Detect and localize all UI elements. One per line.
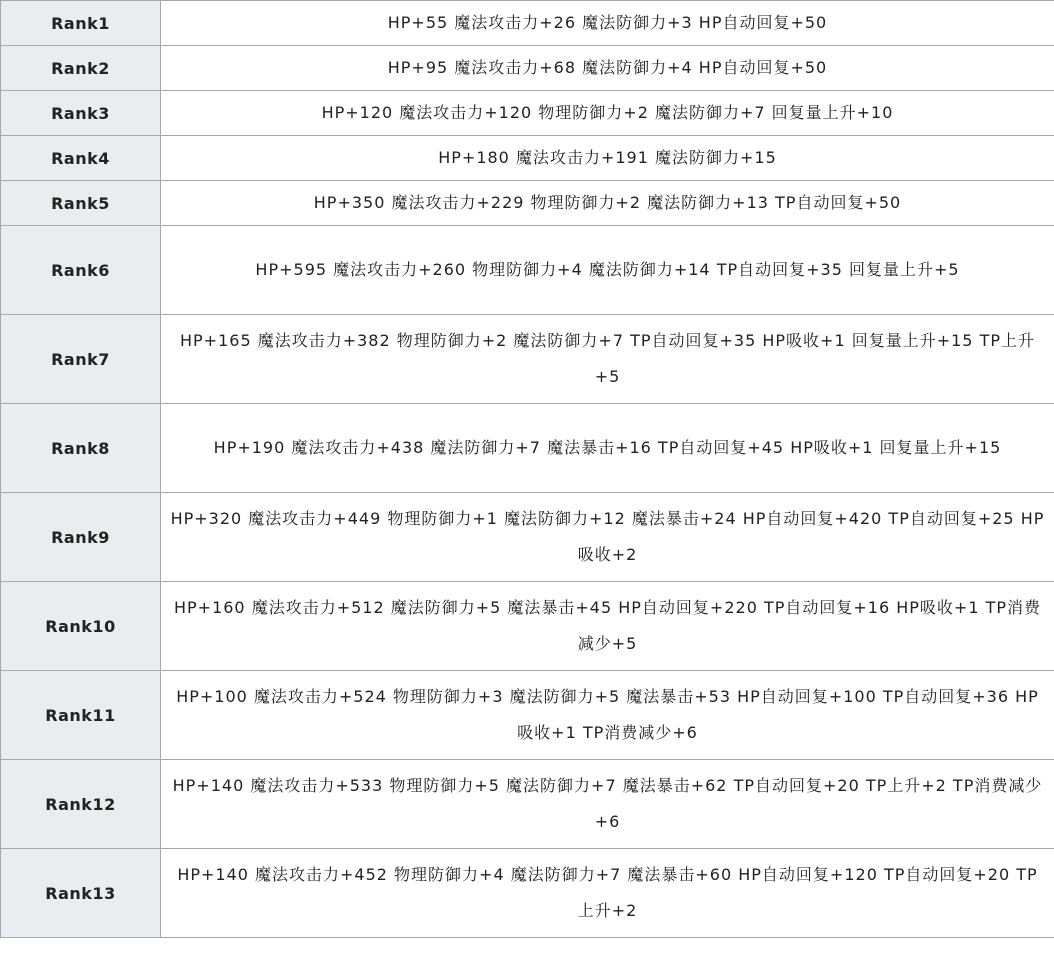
table-row [1,91,1054,136]
rank-bonus: HP+190 魔法攻击力+438 魔法防御力+7 魔法暴击+16 TP自动回复+45 HP吸收+1 回复量上升+15 [161,404,1054,493]
rank-bonus: HP+180 魔法攻击力+191 魔法防御力+15 [161,136,1054,181]
rank-bonus: HP+595 魔法攻击力+260 物理防御力+4 魔法防御力+14 TP自动回复+35 回复量上升+5 [161,226,1054,315]
table-row [1,226,1054,315]
table-row [1,582,1054,671]
table-row [1,760,1054,849]
table-row [1,181,1054,226]
table-row [1,315,1054,404]
rank-label: Rank5 [1,181,161,226]
rank-label: Rank11 [1,671,161,760]
table-row [1,1,1054,46]
rank-label: Rank12 [1,760,161,849]
table-row [1,46,1054,91]
rank-bonus: HP+350 魔法攻击力+229 物理防御力+2 魔法防御力+13 TP自动回复+50 [161,181,1054,226]
rank-label: Rank1 [1,1,161,46]
rank-label: Rank2 [1,46,161,91]
rank-bonus: HP+120 魔法攻击力+120 物理防御力+2 魔法防御力+7 回复量上升+10 [161,91,1054,136]
rank-label: Rank6 [1,226,161,315]
rank-label: Rank3 [1,91,161,136]
rank-label: Rank10 [1,582,161,671]
rank-label: Rank13 [1,849,161,938]
table-row [1,849,1054,938]
rank-label: Rank4 [1,136,161,181]
rank-label: Rank8 [1,404,161,493]
rank-bonus: HP+100 魔法攻击力+524 物理防御力+3 魔法防御力+5 魔法暴击+53 HP自动回复+100 TP自动回复+36 HP吸收+1 TP消费减少+6 [161,671,1054,760]
rank-bonus: HP+320 魔法攻击力+449 物理防御力+1 魔法防御力+12 魔法暴击+24 HP自动回复+420 TP自动回复+25 HP吸收+2 [161,493,1054,582]
rank-bonus: HP+140 魔法攻击力+452 物理防御力+4 魔法防御力+7 魔法暴击+60 HP自动回复+120 TP自动回复+20 TP上升+2 [161,849,1054,938]
table-row [1,136,1054,181]
rank-bonus: HP+95 魔法攻击力+68 魔法防御力+4 HP自动回复+50 [161,46,1054,91]
rank-label: Rank7 [1,315,161,404]
rank-bonus: HP+165 魔法攻击力+382 物理防御力+2 魔法防御力+7 TP自动回复+35 HP吸收+1 回复量上升+15 TP上升+5 [161,315,1054,404]
table-row [1,493,1054,582]
table-row [1,671,1054,760]
rank-label: Rank9 [1,493,161,582]
table-row [1,404,1054,493]
rank-bonus: HP+55 魔法攻击力+26 魔法防御力+3 HP自动回复+50 [161,1,1054,46]
rank-bonus: HP+140 魔法攻击力+533 物理防御力+5 魔法防御力+7 魔法暴击+62 TP自动回复+20 TP上升+2 TP消费减少+6 [161,760,1054,849]
rank-bonus: HP+160 魔法攻击力+512 魔法防御力+5 魔法暴击+45 HP自动回复+220 TP自动回复+16 HP吸收+1 TP消费减少+5 [161,582,1054,671]
